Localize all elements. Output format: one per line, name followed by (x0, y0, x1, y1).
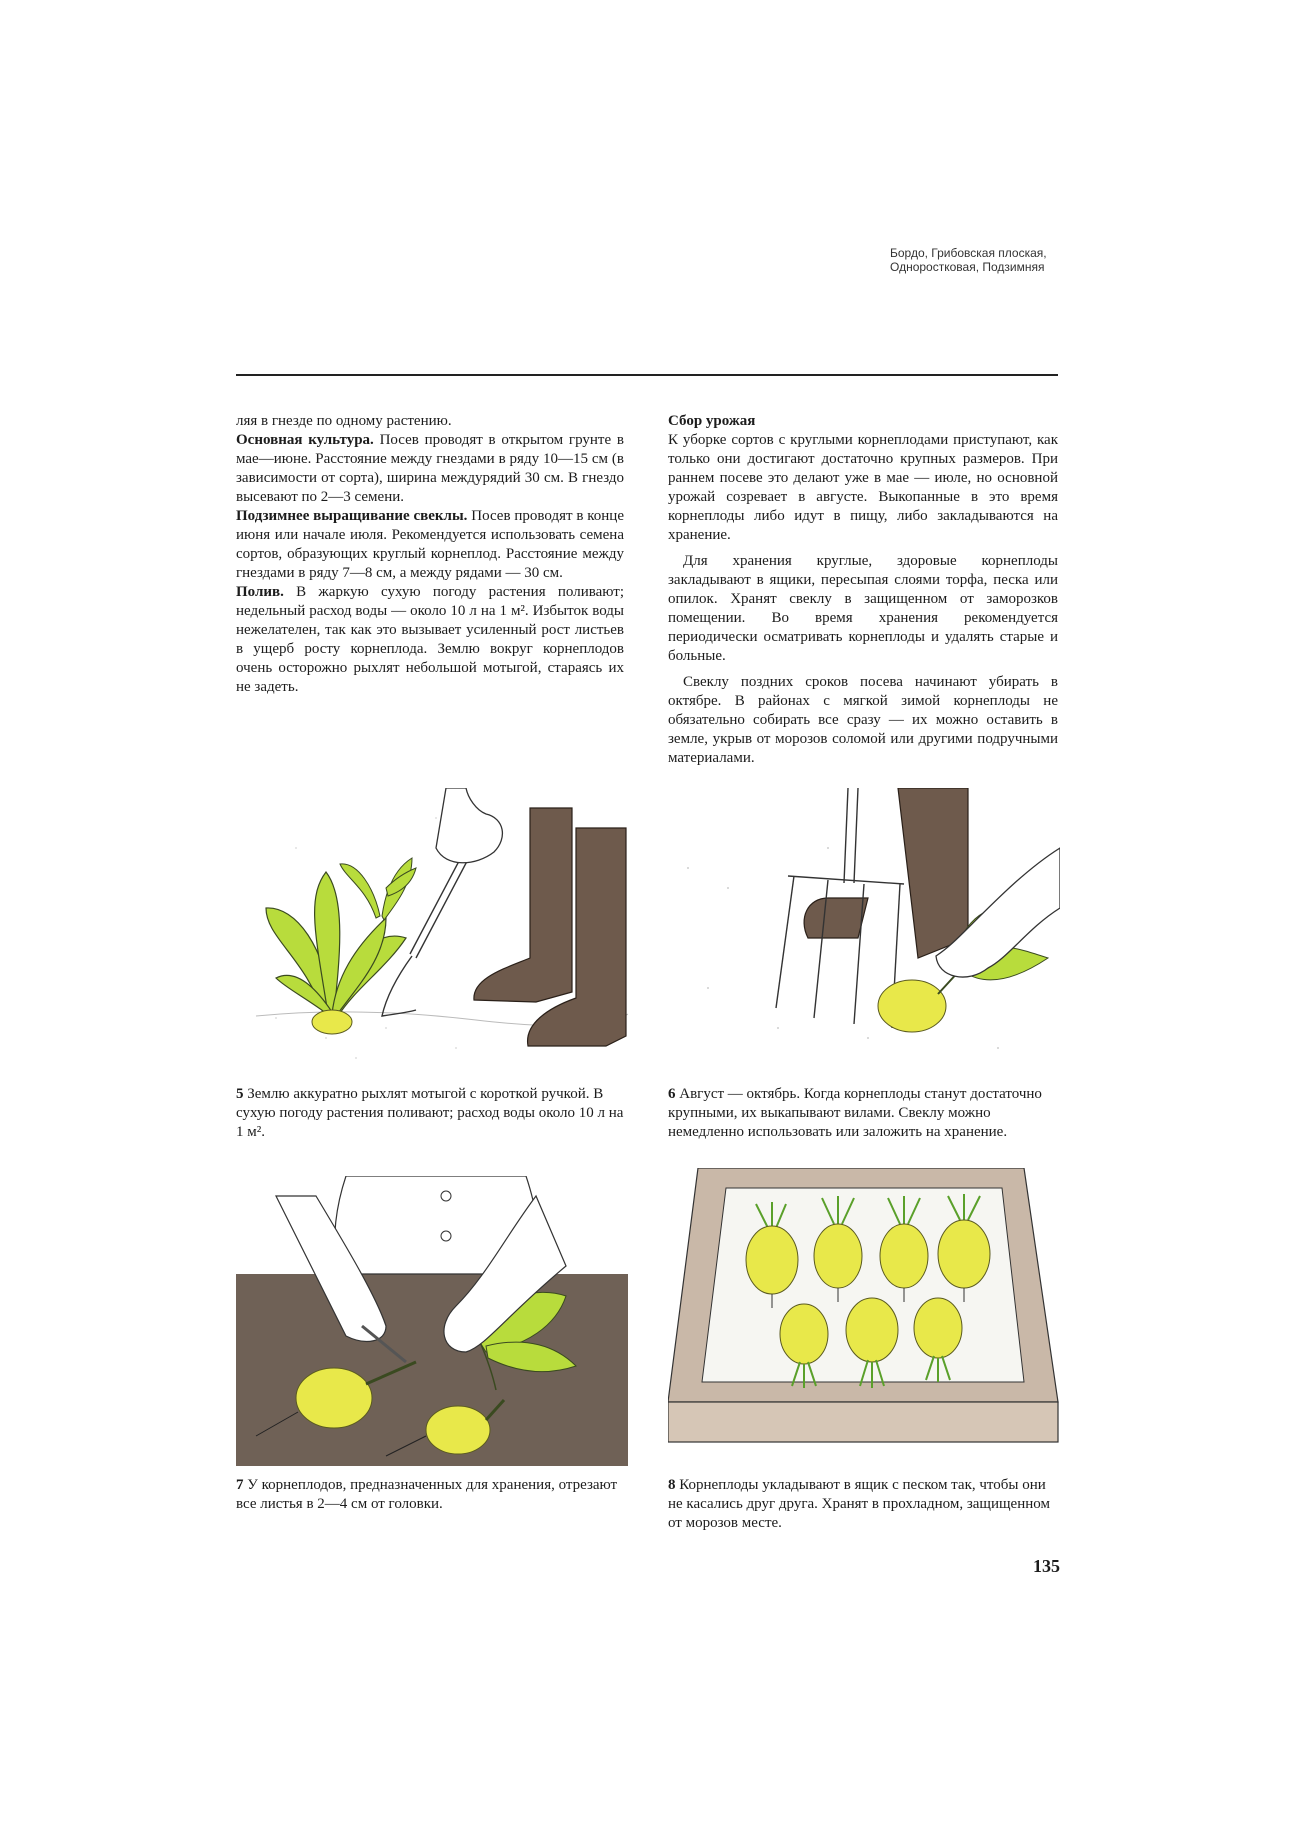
winter-crop-heading: Подзимнее выращивание свеклы. (236, 508, 468, 524)
main-crop-heading: Основная культура. (236, 432, 374, 448)
caption-7-number: 7 (236, 1477, 244, 1493)
page-number: 135 (1033, 1556, 1060, 1576)
left-paragraph-2 (236, 431, 624, 507)
right-column (668, 412, 1058, 768)
caption-5-text: Землю аккуратно рыхлят мотыгой с короткой ручкой. В сухую погоду растения поливают; расход воды около 10 л на 1 м². (236, 1086, 624, 1140)
caption-8-number: 8 (668, 1477, 676, 1493)
trouser-leg (898, 788, 968, 958)
beet-plant (266, 872, 406, 1034)
illustration-hoeing (236, 788, 628, 1070)
header-rule (236, 374, 1058, 376)
caption-5-number: 5 (236, 1086, 244, 1102)
illustration-digging (668, 788, 1060, 1070)
illustration-cutting-leaves (236, 1176, 628, 1466)
harvest-paragraph-2: Для хранения круглые, здоровые корнеплоды закладывают в ящики, пересыпая слоями торфа, песка или опилок. Хранят свеклу в защищенном от заморозков помещении. Во время хранения рекомендуется периодически осматривать корнеплоды и удалять старые и больные. (668, 553, 1058, 664)
caption-8 (668, 1476, 1060, 1533)
small-beet-plant (340, 858, 416, 920)
watering-heading: Полив. (236, 584, 284, 600)
beet-root (312, 1010, 352, 1034)
caption-6-text: Август — октябрь. Когда корнеплоды станут достаточно крупными, их выкапывают вилами. Свеклу можно немедленно использовать или заложить на хранение. (668, 1086, 1042, 1140)
main-crop-text: Посев проводят в открытом грунте в мае—июне. Расстояние между гнездами в ряду 10—15 см (в зависимости от сорта), ширина междурядий 30 см. В гнездо высевают по 2—3 семени. (236, 432, 624, 505)
watering-text: В жаркую сухую погоду растения поливают; недельный расход воды — около 10 л на 1 м². Избыток воды нежелателен, так как это вызывает усиленный рост листьев в ущерб росту корнеплода. Землю вокруг корнеплодов очень осторожно рыхлят небольшой мотыгой, стараясь их не задеть. (236, 584, 624, 695)
hoe (382, 844, 474, 1016)
boot (804, 898, 868, 938)
variety-note (890, 246, 1190, 274)
harvest-paragraph-1: К уборке сортов с круглыми корнеплодами приступают, как только они достигают достаточно крупных размеров. При раннем посеве это делают уже в мае — июле, но основной урожай созревает в августе. Выкопанные в это время корнеплоды либо идут в пищу, либо закладываются на хранение. (668, 432, 1058, 543)
variety-note-line-1: Бордо, Грибовская плоская, (890, 246, 1047, 260)
caption-6 (668, 1085, 1060, 1142)
left-paragraph-3 (236, 507, 624, 583)
caption-6-number: 6 (668, 1086, 676, 1102)
caption-7-text: У корнеплодов, предназначенных для хранения, отрезают все листья в 2—4 см от головки. (236, 1477, 618, 1512)
caption-5 (236, 1085, 628, 1142)
caption-8-text: Корнеплоды укладывают в ящик с песком так, чтобы они не касались друг друга. Хранят в прохладном, защищенном от морозов месте. (668, 1477, 1050, 1531)
winter-crop-text: Посев проводят в конце июня или начале июля. Рекомендуется использовать семена сортов, образующих круглый корнеплод. Расстояние между гнездами в ряду 7—8 см, а между рядами — 30 см. (236, 508, 624, 581)
harvest-heading: Сбор урожая (668, 413, 756, 429)
variety-note-line-2: Одноростковая, Подзимняя (890, 260, 1045, 274)
hand (436, 788, 502, 863)
caption-7 (236, 1476, 628, 1514)
left-column (236, 412, 624, 697)
left-paragraph-1: ляя в гнезде по одному растению. (236, 413, 452, 429)
illustration-storage-box (668, 1168, 1060, 1468)
left-paragraph-4 (236, 583, 624, 697)
harvest-paragraph-3: Свеклу поздних сроков посева начинают убирать в октябре. В районах с мягкой зимой корнеплоды не обязательно собирать все сразу — их можно оставить в земле, укрыв от морозов соломой или другими подручными материалами. (668, 674, 1058, 766)
